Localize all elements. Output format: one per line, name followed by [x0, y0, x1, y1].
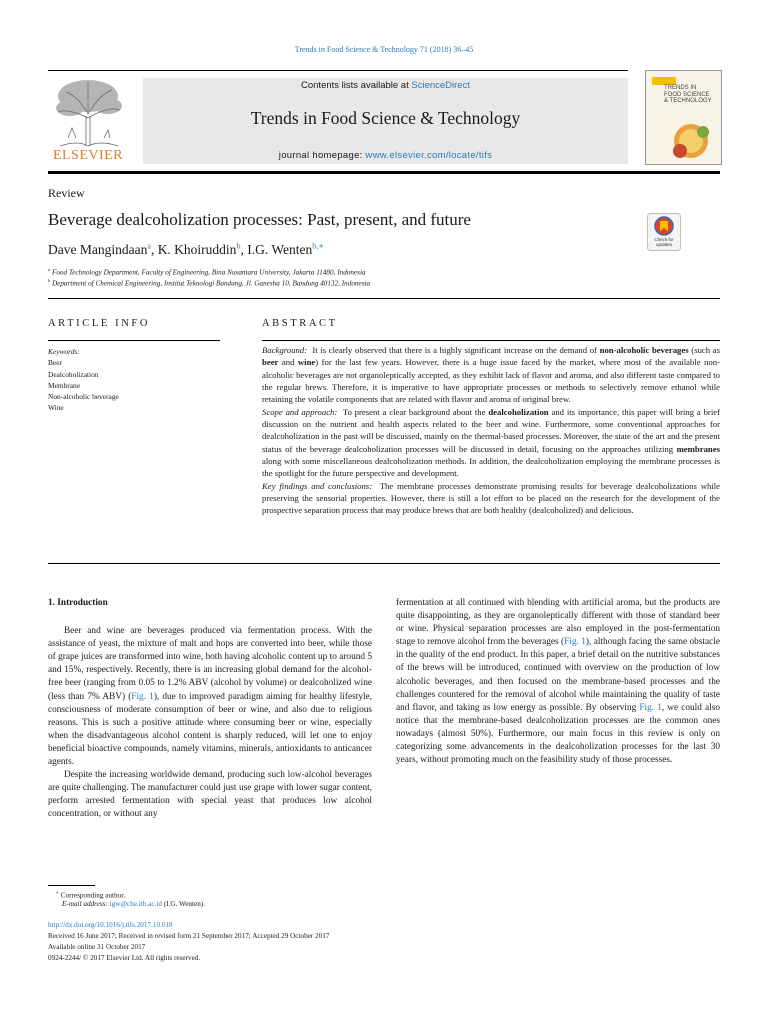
footnote-rule: [48, 885, 95, 886]
keyword: Membrane: [48, 380, 81, 390]
email-note: E-mail address: igw@che.itb.ac.id (I.G. Wenten).: [62, 900, 205, 908]
sciencedirect-link[interactable]: ScienceDirect: [411, 80, 470, 91]
journal-homepage: journal homepage: www.elsevier.com/locate/tifs: [278, 150, 493, 161]
keyword: Wine: [48, 403, 64, 413]
cover-title: TRENDS IN FOOD SCIENCE & TECHNOLOGY: [664, 85, 712, 104]
cover-band: [652, 77, 676, 85]
journal-homepage-link[interactable]: www.elsevier.com/locate/tifs: [365, 150, 493, 161]
paragraph: Despite the increasing worldwide demand, producing such low-alcohol beverages are quite challenging. The manufacturer could just use grape with lower sugar content, perform arrested fermentation with special yeast that produces low alcohol concentration, or without any: [48, 770, 372, 820]
abstract-key-findings: Key findings and conclusions: The membrane processes demonstrate promising results for beverage dealcoholizations while preserving the sensorial properties. However, there is still a lot effort to be placed on the research for the development of the prospective separation process that may produce brews that are both healthy (dealcoholized) and delicious.: [262, 480, 721, 516]
author: K. Khoiruddin$^b$,: [157, 241, 248, 257]
body-column-right: [396, 597, 720, 767]
journal-citation[interactable]: Trends in Food Science & Technology 71 (2018) 36–45: [294, 45, 474, 54]
keywords-block: [48, 346, 119, 414]
section-rule: [48, 298, 720, 299]
abstract-text: [262, 344, 720, 517]
article-title: Beverage dealcoholization processes: Past, present, and future: [48, 210, 471, 229]
article-info-heading: ARTICLE INFO: [48, 318, 151, 329]
affiliation: $^a$ Food Technology Department, Faculty of Engineering, Bina Nusantara University, Jakarta 11480, Indonesia: [48, 267, 366, 277]
keywords-label: Keywords:: [48, 347, 80, 356]
abstract-rule: [262, 340, 720, 341]
article-info-rule: [48, 340, 220, 341]
publisher-wordmark: ELSEVIER: [52, 148, 124, 163]
check-for-updates-badge[interactable]: [647, 213, 681, 251]
journal-cover: [645, 70, 722, 165]
doi-link[interactable]: http://dx.doi.org/10.1016/j.tifs.2017.10.018: [48, 921, 173, 929]
paragraph: fermentation at all continued with blending with artificial aroma, but the products are quite disappointing, as they are organoleptically different with those of standard beer or wine. Physical separation processes are also employed in the post-fermentation stage to remove alcohol from the beverages (Fig. 1), although facing the same obstacle in the quality of the end product. In this paper, a brief detail on the nutritive substances of the brews will be introduced, continued with overview on the production of low alcoholic beverages, and then focused on the membrane-based processes and the challenges countered for the removal of alcohol while maintaining the quality of taste and flavor, and taking as low energy as possible. By observing Fig. 1, we could also notice that the membrane-based dealcoholization processes are the common ones nowadays (almost 50%). Furthermore, our main focus in this review is only on categorizing some advancements in the dealcoholization processes for the last 30 years, without promoting much on the feasibility study of those processes.: [396, 598, 720, 766]
body-column-left: [48, 597, 372, 822]
copyright: 0924-2244/ © 2017 Elsevier Ltd. All rights reserved.: [48, 954, 201, 963]
corresponding-author-note: ∗ Corresponding author.: [56, 890, 125, 900]
email-link[interactable]: igw@che.itb.ac.id: [109, 900, 162, 908]
paragraph: Beer and wine are beverages produced via fermentation process. With the assistance of yeast, the mixture of malt and hops are converted into beer, while those of grape juices are transformed into wine, both having alcoholic content up to around 5 and 15%, respectively. Recently, there is an increasing global demand for the alcohol-free beer (ranging from 0.05 to 1.2% ABV (alcohol by volume) or dealcoholized wine (less than 7% ABV) (Fig. 1), due to improved paradigm aiming for healthy lifestyle, consciousness of moderate consumption of beer or wine, and also due to religious reasons. This is such a positive attitude where consuming beer or wine, especially when the disadvantageous alcohol content is sharply reduced, will let one to enjoy beneficial bioactive compounds, namely vitamins, minerals, antioxidants to anticancer agents.: [48, 626, 373, 768]
author: I.G. Wenten$^{b,∗}$: [247, 241, 324, 257]
journal-banner: [143, 78, 628, 164]
contents-availability: Contents lists available at ScienceDirect: [301, 80, 470, 91]
journal-title: Trends in Food Science & Technology: [250, 108, 521, 128]
author: Dave Mangindaan$^a$,: [48, 241, 158, 257]
figure-link[interactable]: Fig. 1: [639, 702, 662, 713]
keyword: Dealcoholization: [48, 369, 99, 379]
article-history: [48, 920, 329, 964]
keyword: Non-alcoholic beverage: [48, 392, 119, 402]
keyword: Beer: [48, 358, 62, 368]
available-online: Available online 31 October 2017: [48, 943, 146, 952]
article-type: Review: [48, 186, 85, 200]
abstract-scope: Scope and approach: To present a clear background about the dealcoholization and its importance, this paper will bring a brief discussion on the nutrient and health aspects related to the beer and wine. Furthermore, some conventional approaches for dealcoholization in the past will be discussed, mainly on the thermal-based processes. Moreover, the state of the art and the present status of the beverage dealcoholization processes will be discussed in detail, focusing on the approaches utilizing membranes along with some miscellaneous dealcoholization methods. In addition, the dealcoholization employing the membrane processes is the spotlight for the future perspective and development.: [262, 406, 720, 479]
figure-link[interactable]: Fig. 1: [131, 691, 154, 702]
abstract-background: Background: It is clearly observed that there is a highly significant increase on the demand of non-alcoholic beverages (such as beer and wine) for the last few years. However, there is a huge issue faced by the market, where most of the available non-alcoholic beverages are not organoleptically accepted, as they exhibit lack of flavor and aroma, and also different taste compared to the regular brews. Therefore, it is imperative to have appropriate processes or methods to selectively remove ethanol while retaining the volatile components that are related with flavor and aroma of original brew.: [262, 345, 721, 405]
abstract-bottom-rule: [48, 563, 720, 564]
header-rule: [48, 70, 628, 71]
abstract-heading: ABSTRACT: [262, 318, 338, 329]
affiliation: $^b$ Department of Chemical Engineering, Institut Teknologi Bandung, Jl. Ganesha 10, Bandung 40132, Indonesia: [48, 278, 371, 288]
author-list: [48, 240, 324, 258]
figure-link[interactable]: Fig. 1: [564, 637, 586, 648]
banner-bottom-rule: [48, 171, 720, 174]
received-dates: Received 16 June 2017; Received in revised form 21 September 2017; Accepted 29 October 2017: [48, 932, 330, 941]
check-for-updates-label: Check for updates: [654, 237, 674, 247]
cover-fruit-image: [666, 121, 716, 161]
section-heading: 1. Introduction: [48, 598, 108, 608]
